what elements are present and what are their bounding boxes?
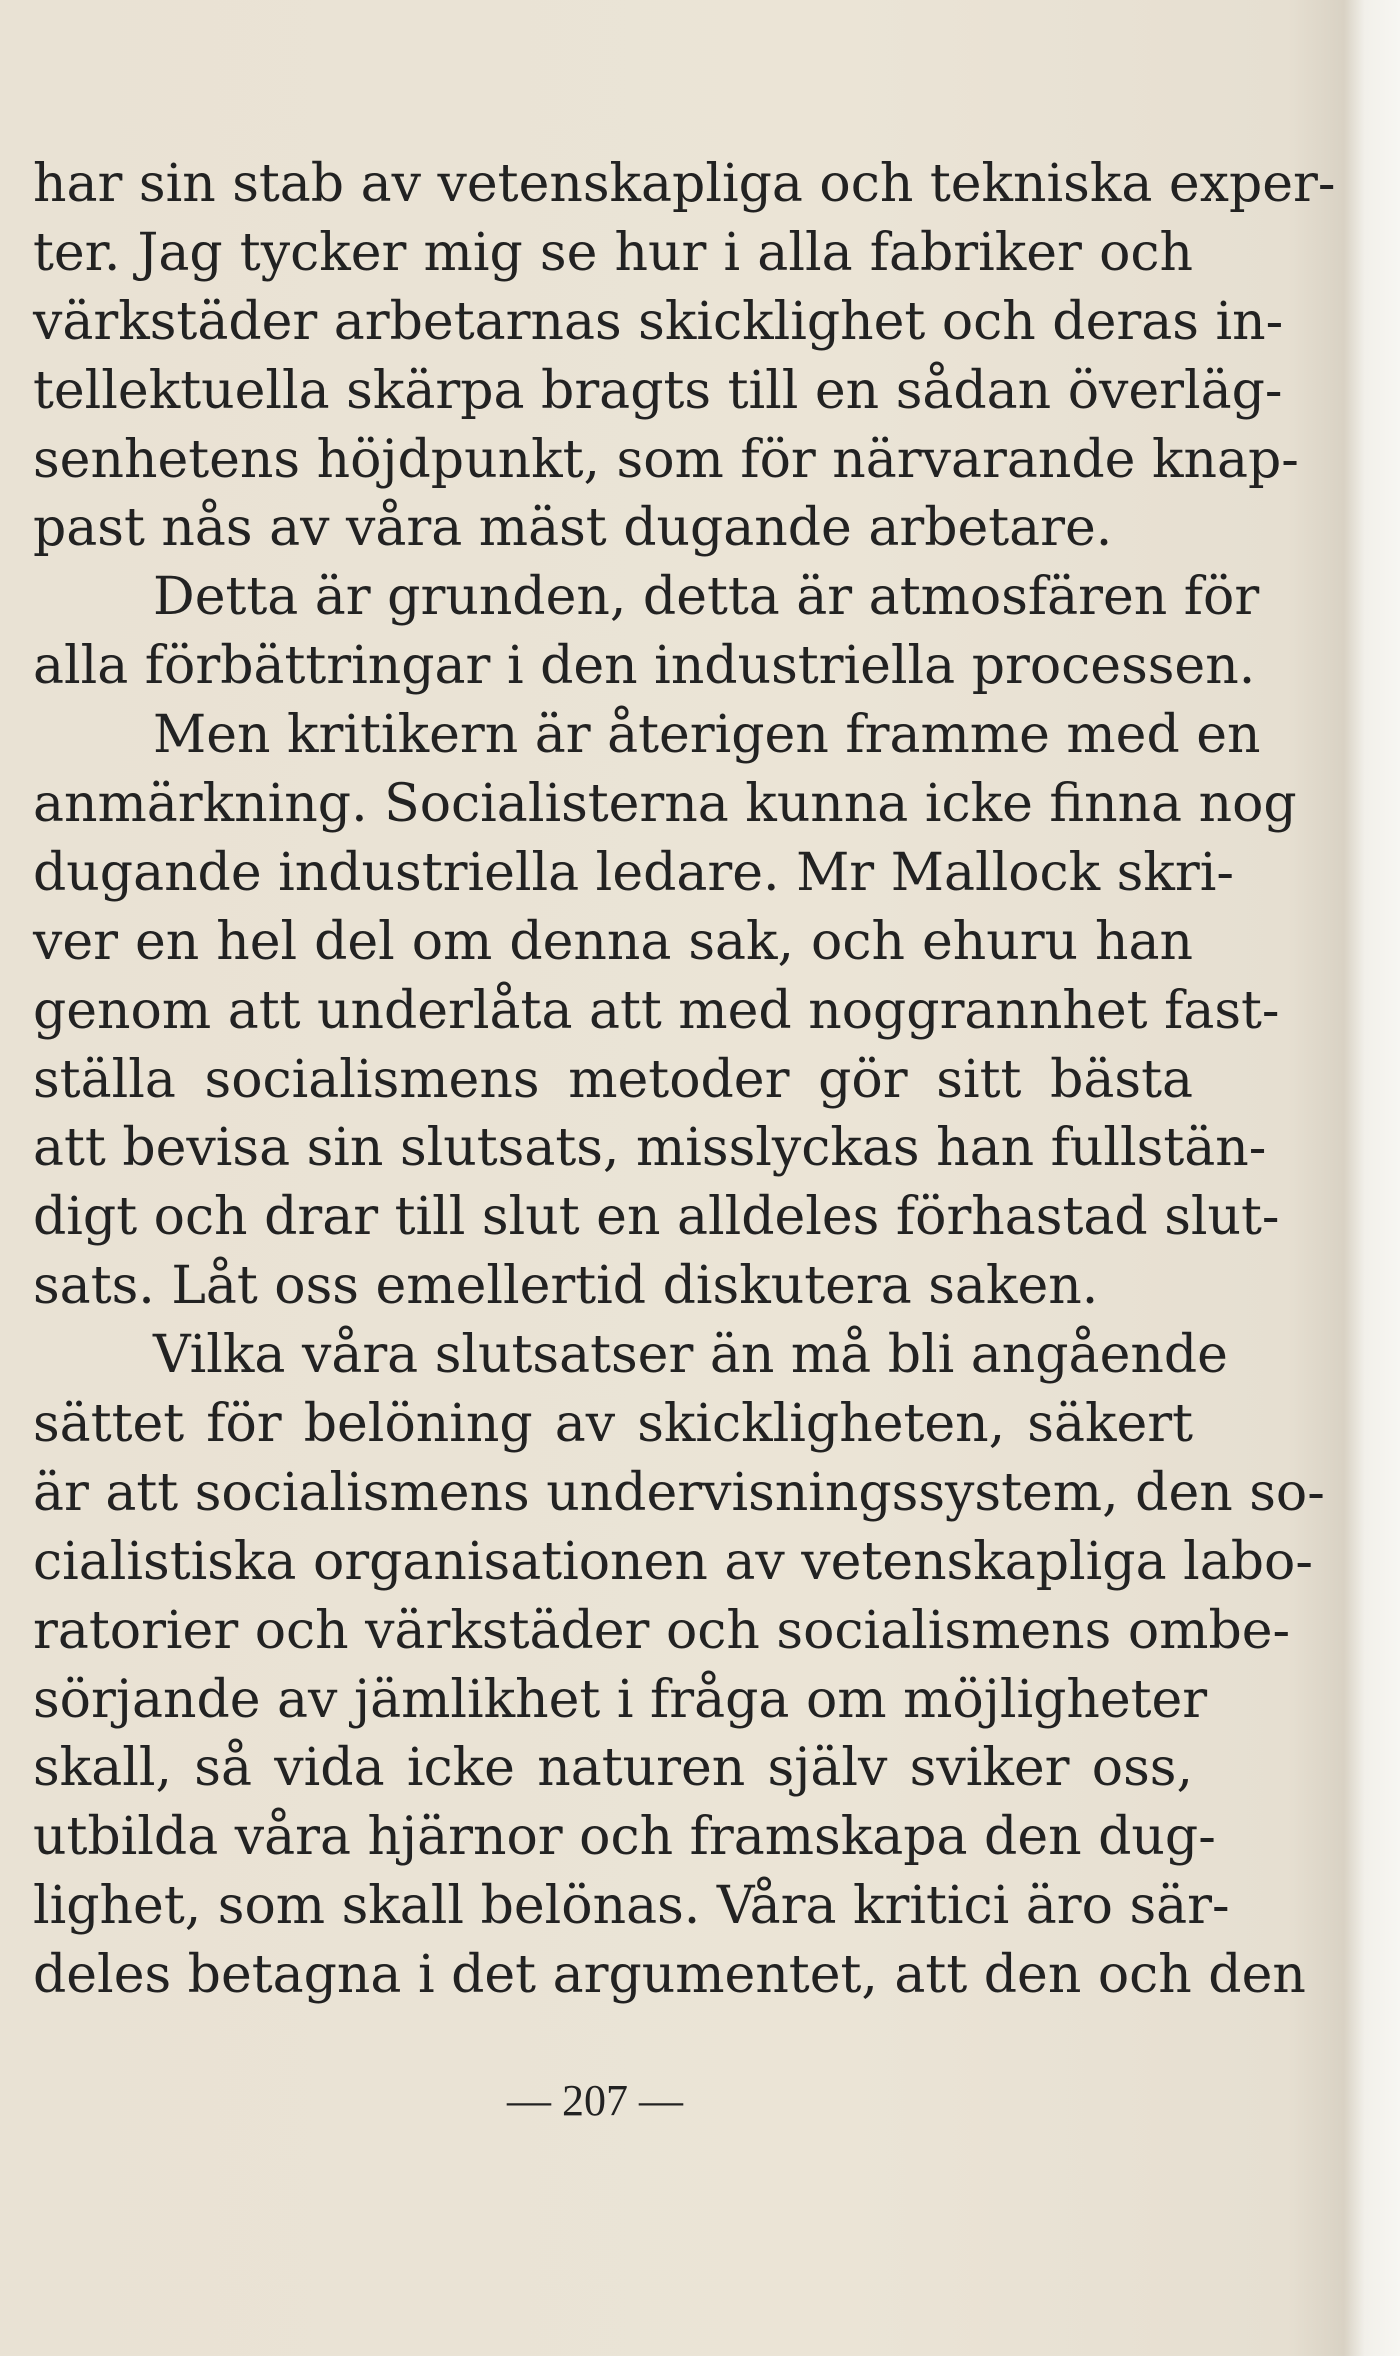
text-line: lighet, som skall belönas. Våra kritici äro sär- bbox=[33, 1876, 1230, 1937]
text-line: alla förbättringar i den industriella processen. bbox=[33, 636, 1256, 697]
text-line: ställa socialismens metoder gör sitt bästa bbox=[33, 1049, 1193, 1110]
text-line: digt och drar till slut en alldeles förhastad slut- bbox=[33, 1187, 1280, 1248]
text-line: dugande industriella ledare. Mr Mallock skri- bbox=[33, 842, 1234, 903]
text-line: sörjande av jämlikhet i fråga om möjligheter bbox=[33, 1669, 1208, 1730]
text-line: är att socialismens undervisningssystem, den so- bbox=[33, 1462, 1325, 1523]
text-line: sättet för belöning av skickligheten, säkert bbox=[33, 1394, 1193, 1455]
text-line: tellektuella skärpa bragts till en sådan överläg- bbox=[33, 360, 1283, 421]
text-line: utbilda våra hjärnor och framskapa den dug- bbox=[33, 1807, 1216, 1868]
text-line: sats. Låt oss emellertid diskutera saken. bbox=[33, 1256, 1099, 1317]
text-line: Men kritikern är återigen framme med en bbox=[153, 705, 1261, 766]
text-line: ver en hel del om denna sak, och ehuru han bbox=[33, 911, 1193, 972]
text-line: har sin stab av vetenskapliga och tekniska exper- bbox=[33, 154, 1336, 214]
text-line: past nås av våra mäst dugande arbetare. bbox=[33, 498, 1113, 559]
body-text bbox=[33, 150, 1336, 2010]
text-line: genom att underlåta att med noggrannhet fast- bbox=[33, 980, 1280, 1041]
text-line: deles betagna i det argumentet, att den och den bbox=[33, 1945, 1306, 2006]
text-line: cialistiska organisationen av vetenskapliga labo- bbox=[33, 1531, 1313, 1592]
text-line: anmärkning. Socialisterna kunna icke finna nog bbox=[33, 774, 1297, 835]
text-line: Detta är grunden, detta är atmosfären för bbox=[153, 567, 1260, 628]
text-line: att bevisa sin slutsats, misslyckas han fullstän- bbox=[33, 1118, 1267, 1179]
text-line: ratorier och värkstäder och socialismens ombe- bbox=[33, 1600, 1291, 1661]
text-line: ter. Jag tycker mig se hur i alla fabriker och bbox=[33, 222, 1193, 283]
page-number: — 207 — bbox=[507, 2076, 683, 2125]
text-line: senhetens höjdpunkt, som för närvarande knap- bbox=[33, 429, 1299, 490]
text-line: skall, så vida icke naturen själv sviker oss, bbox=[33, 1738, 1193, 1799]
text-line: Vilka våra slutsatser än må bli angående bbox=[153, 1325, 1228, 1386]
text-line: värkstäder arbetarnas skicklighet och deras in- bbox=[33, 291, 1284, 352]
